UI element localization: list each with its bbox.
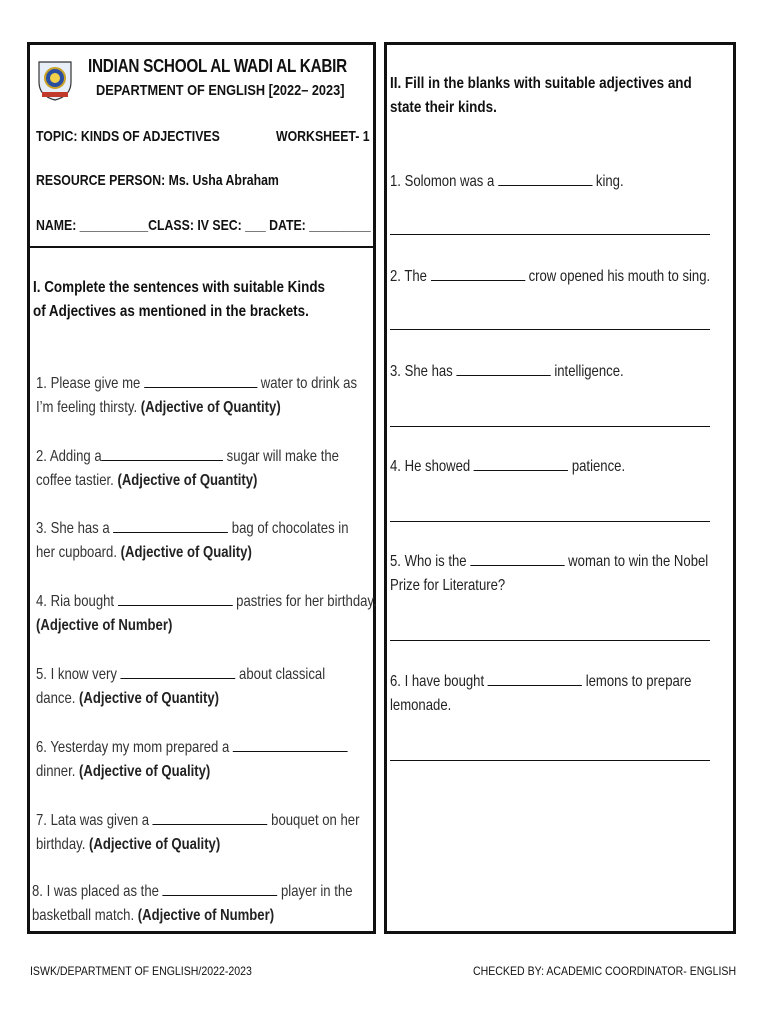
answer-line[interactable]: [390, 329, 710, 330]
item-text: The: [404, 268, 427, 285]
item-text: Yesterday my mom prepared a: [50, 739, 230, 756]
item-text: Who is the: [404, 553, 467, 570]
footer-right: CHECKED BY: ACADEMIC COORDINATOR- ENGLISH: [473, 964, 737, 978]
school-name: INDIAN SCHOOL AL WADI AL KABIR: [88, 56, 347, 76]
item-text: I know very: [50, 666, 117, 683]
item-text: crow opened his mouth to sing.: [528, 268, 711, 285]
item-number: 3.: [36, 520, 47, 537]
list-item: [36, 372, 364, 420]
item-hint: (Adjective of Quality): [89, 836, 221, 853]
item-text: sugar will make the coffee tastier.: [36, 448, 339, 489]
student-info-line: NAME: __________CLASS: IV SEC: ___ DATE: _________: [36, 217, 371, 234]
answer-blank[interactable]: [102, 446, 223, 461]
answer-blank[interactable]: [153, 810, 268, 825]
item-number: 7.: [36, 812, 47, 829]
answer-blank[interactable]: [474, 456, 568, 471]
item-text: Lata was given a: [50, 812, 150, 829]
item-text: water to drink as I’m feeling thirsty.: [36, 375, 358, 416]
list-item: [36, 445, 364, 493]
item-text: dinner.: [36, 763, 76, 780]
column-divider: [373, 42, 387, 934]
header-divider: [27, 246, 376, 248]
list-item: [36, 736, 364, 784]
list-item: [390, 670, 718, 718]
item-number: 1.: [390, 173, 401, 190]
list-item: [390, 455, 718, 479]
item-text: pastries for her birthday.: [236, 593, 377, 610]
answer-blank[interactable]: [163, 881, 278, 896]
section1-title: I. Complete the sentences with suitable Kinds of Adjectives as mentioned in the brackets.: [33, 279, 326, 320]
item-text: about classical dance.: [36, 666, 326, 707]
answer-line[interactable]: [390, 640, 710, 641]
list-item: [390, 360, 718, 384]
item-text: He showed: [404, 458, 471, 475]
item-text: I was placed as the: [46, 883, 159, 900]
list-item: [36, 517, 364, 565]
worksheet-label: WORKSHEET- 1: [276, 128, 370, 145]
item-text: woman to win the Nobel Prize for Literature?: [390, 553, 709, 594]
list-item: [36, 590, 380, 638]
topic-label: TOPIC: KINDS OF ADJECTIVES: [36, 128, 220, 145]
item-text: king.: [595, 173, 624, 190]
item-number: 8.: [32, 883, 43, 900]
item-number: 5.: [36, 666, 47, 683]
answer-blank[interactable]: [431, 266, 525, 281]
item-hint: (Adjective of Quantity): [117, 472, 258, 489]
item-number: 1.: [36, 375, 47, 392]
item-hint: (Adjective of Number): [137, 907, 275, 924]
answer-blank[interactable]: [470, 551, 564, 566]
item-number: 2.: [36, 448, 47, 465]
item-number: 4.: [36, 593, 47, 610]
answer-blank[interactable]: [121, 664, 236, 679]
item-hint: (Adjective of Quality): [120, 544, 252, 561]
item-text: She has: [404, 363, 453, 380]
section2-title: II. Fill in the blanks with suitable adjectives and state their kinds.: [390, 75, 692, 116]
answer-line[interactable]: [390, 234, 710, 235]
answer-blank[interactable]: [488, 671, 582, 686]
item-text: Please give me: [50, 375, 141, 392]
answer-blank[interactable]: [144, 373, 257, 388]
answer-line[interactable]: [390, 521, 710, 522]
list-item: [390, 170, 718, 194]
item-text: player in the basketball match.: [32, 883, 353, 924]
item-text: bag of chocolates in her cupboard.: [36, 520, 349, 561]
footer-left: ISWK/DEPARTMENT OF ENGLISH/2022-2023: [30, 964, 252, 978]
list-item: [32, 880, 364, 928]
item-text: Adding a: [49, 448, 102, 465]
answer-blank[interactable]: [118, 591, 233, 606]
answer-blank[interactable]: [456, 361, 550, 376]
item-number: 6.: [36, 739, 47, 756]
item-hint: (Adjective of Quantity): [140, 399, 281, 416]
item-number: 5.: [390, 553, 401, 570]
item-text: bouquet on her birthday.: [36, 812, 360, 853]
answer-blank[interactable]: [233, 737, 348, 752]
item-hint: (Adjective of Quantity): [79, 690, 220, 707]
item-hint: (Adjective of Number): [36, 617, 173, 634]
item-text: lemons to prepare lemonade.: [390, 673, 692, 714]
item-text: Ria bought: [50, 593, 115, 610]
item-text: patience.: [571, 458, 626, 475]
item-text: Solomon was a: [404, 173, 495, 190]
resource-person: RESOURCE PERSON: Ms. Usha Abraham: [36, 172, 279, 189]
answer-line[interactable]: [390, 426, 710, 427]
item-number: 4.: [390, 458, 401, 475]
list-item: [390, 550, 718, 598]
answer-blank[interactable]: [113, 518, 228, 533]
list-item: [36, 809, 364, 857]
school-logo-icon: [36, 58, 74, 102]
list-item: [390, 265, 718, 289]
item-hint: (Adjective of Quality): [79, 763, 211, 780]
item-number: 2.: [390, 268, 401, 285]
answer-line[interactable]: [390, 760, 710, 761]
answer-blank[interactable]: [498, 171, 592, 186]
item-text: I have bought: [404, 673, 485, 690]
department-title: DEPARTMENT OF ENGLISH [2022– 2023]: [96, 82, 345, 99]
item-number: 6.: [390, 673, 401, 690]
item-text: She has a: [50, 520, 110, 537]
item-number: 3.: [390, 363, 401, 380]
item-text: intelligence.: [554, 363, 624, 380]
list-item: [36, 663, 364, 711]
